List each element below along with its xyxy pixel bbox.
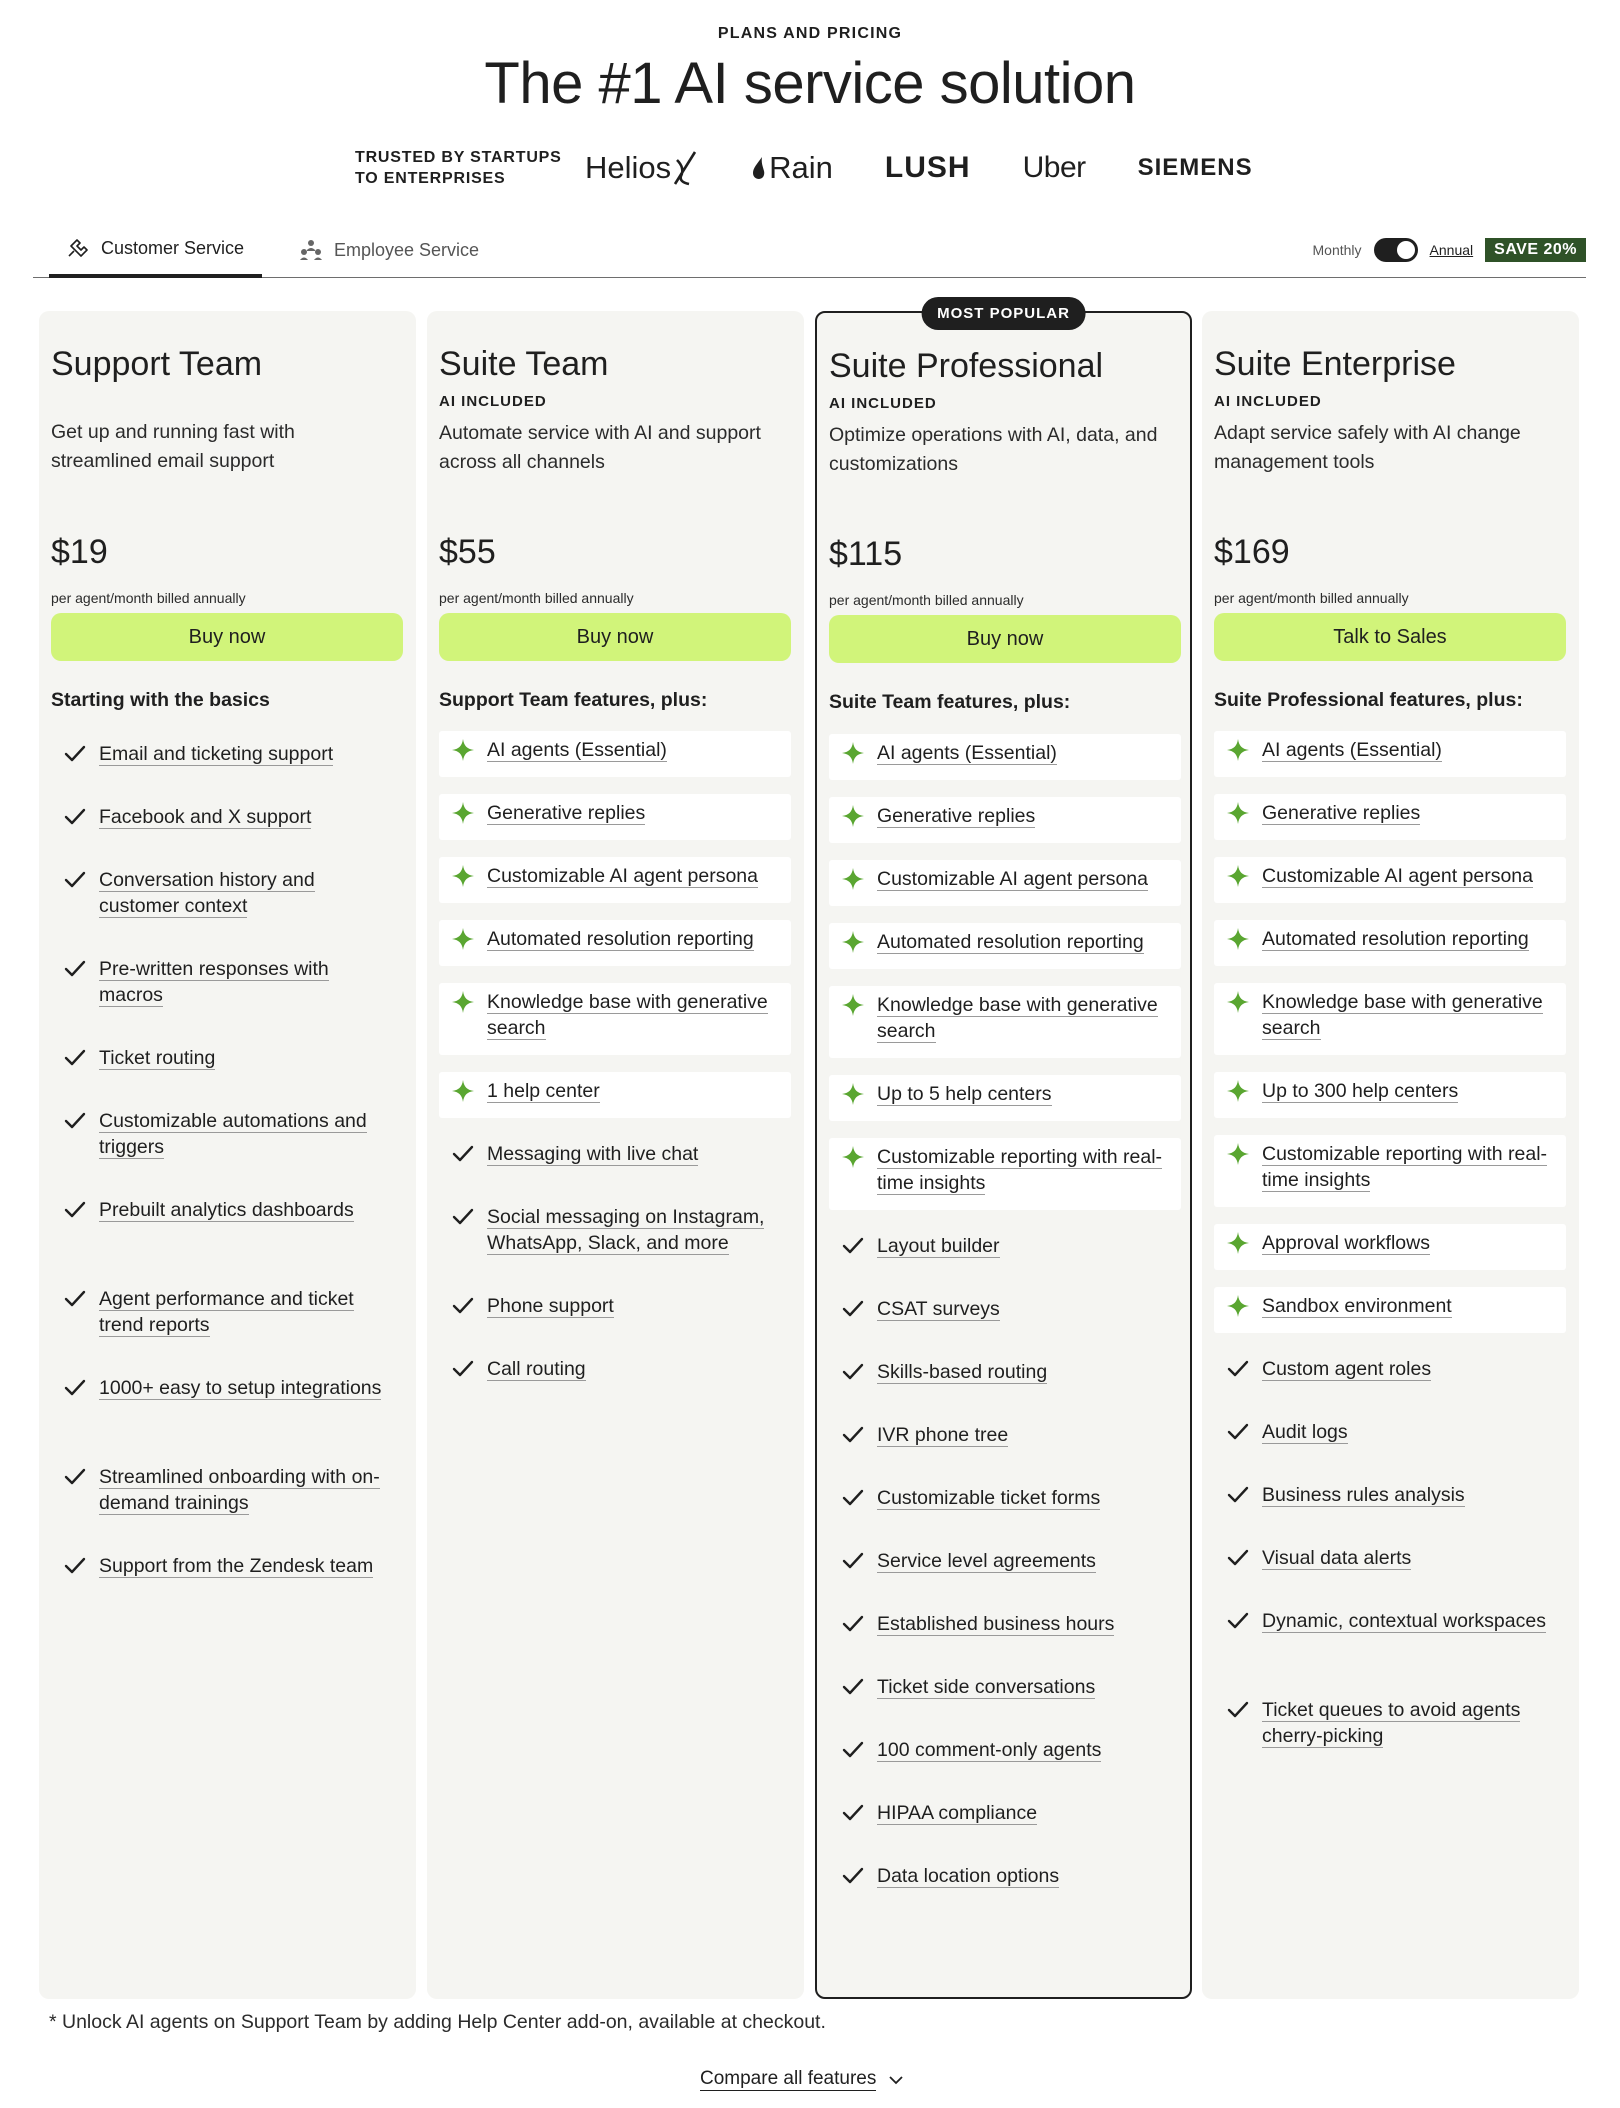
toggle-knob	[1397, 241, 1415, 259]
sparkle-icon	[1214, 926, 1262, 952]
feature-label[interactable]: Streamlined onboarding with on-demand trainings	[99, 1466, 380, 1514]
feature-label[interactable]: Facebook and X support	[99, 806, 312, 828]
sparkle-icon	[829, 866, 877, 892]
ai-feature-item	[1214, 920, 1566, 966]
feature-label[interactable]: Messaging with live chat	[487, 1143, 699, 1165]
feature-item	[439, 1287, 791, 1325]
feature-label[interactable]: Customizable AI agent persona	[1262, 865, 1534, 887]
feature-item	[1214, 1476, 1566, 1514]
plan-description: Optimize operations with AI, data, and customizations	[829, 424, 1158, 475]
check-icon	[51, 804, 99, 830]
feature-label[interactable]: Customizable ticket forms	[877, 1487, 1101, 1509]
feature-label[interactable]: AI agents (Essential)	[487, 739, 667, 761]
feature-label[interactable]: Prebuilt analytics dashboards	[99, 1199, 354, 1221]
ai-feature-item	[439, 983, 791, 1055]
sparkle-icon	[439, 737, 487, 763]
feature-label[interactable]: 100 comment-only agents	[877, 1739, 1102, 1761]
ai-feature-item	[829, 734, 1181, 780]
feature-label[interactable]: Call routing	[487, 1358, 586, 1380]
feature-item	[829, 1605, 1181, 1643]
plan-card	[815, 305, 1192, 1999]
sparkle-icon	[829, 803, 877, 829]
feature-label[interactable]: Phone support	[487, 1295, 614, 1317]
feature-item	[829, 1353, 1181, 1391]
feature-label[interactable]: Custom agent roles	[1262, 1358, 1432, 1380]
feature-item	[439, 1350, 791, 1388]
plan-price: $115	[829, 535, 903, 573]
feature-label[interactable]: Dynamic, contextual workspaces	[1262, 1610, 1546, 1632]
page-title: The #1 AI service solution	[484, 51, 1136, 116]
check-icon	[829, 1422, 877, 1448]
feature-label[interactable]: Visual data alerts	[1262, 1547, 1412, 1569]
feature-item	[51, 1547, 403, 1599]
ai-feature-item	[1214, 794, 1566, 840]
ai-feature-item	[439, 731, 791, 777]
feature-label[interactable]: 1 help center	[487, 1080, 600, 1102]
feature-label[interactable]: Data location options	[877, 1865, 1060, 1887]
feature-item	[1214, 1691, 1566, 1755]
billing-toggle[interactable]	[1374, 238, 1418, 262]
feature-item	[829, 1731, 1181, 1769]
customer-service-icon	[67, 236, 91, 260]
check-icon	[51, 1553, 99, 1579]
check-icon	[1214, 1419, 1262, 1445]
sparkle-icon	[439, 1078, 487, 1104]
feature-label[interactable]: Generative replies	[487, 802, 646, 824]
ai-feature-item	[439, 857, 791, 903]
ai-included-tag: AI INCLUDED	[439, 393, 547, 410]
tab-customer-service[interactable]: Customer Service	[49, 222, 262, 278]
plan-price: $169	[1214, 533, 1290, 571]
check-icon	[829, 1233, 877, 1259]
ai-feature-item	[1214, 983, 1566, 1055]
feature-label[interactable]: Approval workflows	[1262, 1232, 1430, 1254]
feature-label[interactable]: Conversation history and customer context	[99, 869, 315, 917]
sparkle-icon	[829, 929, 877, 955]
check-icon	[1214, 1356, 1262, 1382]
sparkle-icon	[1214, 863, 1262, 889]
monthly-label[interactable]: Monthly	[1312, 242, 1362, 258]
sparkle-icon	[439, 989, 487, 1015]
check-icon	[51, 1375, 99, 1401]
ai-feature-item	[829, 986, 1181, 1058]
sparkle-icon	[1214, 800, 1262, 826]
feature-label[interactable]: Pre-written responses with macros	[99, 958, 329, 1006]
feature-item	[51, 1191, 403, 1243]
check-icon	[51, 956, 99, 982]
feature-label[interactable]: HIPAA compliance	[877, 1802, 1038, 1824]
feature-label[interactable]: Automated resolution reporting	[877, 931, 1144, 953]
feature-label[interactable]: CSAT surveys	[877, 1298, 1000, 1320]
check-icon	[51, 741, 99, 767]
ai-feature-item	[1214, 731, 1566, 777]
feature-label[interactable]: AI agents (Essential)	[1262, 739, 1442, 761]
feature-label[interactable]: Knowledge base with generative search	[877, 994, 1158, 1042]
check-icon	[439, 1204, 487, 1230]
check-icon	[1214, 1482, 1262, 1508]
feature-item	[51, 950, 403, 1014]
plan-card	[39, 311, 416, 1999]
feature-item	[51, 735, 403, 773]
page-eyebrow: PLANS AND PRICING	[717, 25, 903, 42]
feature-item	[51, 1039, 403, 1077]
feature-label[interactable]: Knowledge base with generative search	[487, 991, 768, 1039]
feature-label[interactable]: Ticket queues to avoid agents cherry-picking	[1262, 1699, 1521, 1747]
feature-item	[829, 1668, 1181, 1706]
plan-name: Support Team	[51, 345, 263, 383]
feature-label[interactable]: Knowledge base with generative search	[1262, 991, 1543, 1039]
feature-item	[829, 1794, 1181, 1832]
check-icon	[829, 1674, 877, 1700]
check-icon	[439, 1141, 487, 1167]
feature-label[interactable]: Audit logs	[1262, 1421, 1348, 1443]
check-icon	[51, 867, 99, 893]
feature-item	[51, 798, 403, 836]
feature-item	[1214, 1413, 1566, 1451]
plan-description: Get up and running fast with streamlined email support	[51, 421, 295, 472]
check-icon	[51, 1464, 99, 1490]
check-icon	[51, 1045, 99, 1071]
feature-item	[829, 1290, 1181, 1328]
ai-feature-item	[829, 860, 1181, 906]
feature-label[interactable]: Skills-based routing	[877, 1361, 1048, 1383]
ai-feature-item	[1214, 857, 1566, 903]
sparkle-icon	[829, 740, 877, 766]
check-icon	[829, 1863, 877, 1889]
feature-label[interactable]: Business rules analysis	[1262, 1484, 1465, 1506]
feature-item	[51, 1102, 403, 1166]
sparkle-icon	[439, 926, 487, 952]
ai-feature-item	[439, 920, 791, 966]
feature-item	[829, 1542, 1181, 1580]
sparkle-icon	[829, 992, 877, 1018]
sparkle-icon	[439, 800, 487, 826]
billing-note: per agent/month billed annually	[1214, 590, 1409, 606]
check-icon	[829, 1548, 877, 1574]
plan-price: $19	[51, 533, 108, 571]
feature-item	[829, 1227, 1181, 1265]
feature-label[interactable]: Customizable reporting with real-time insights	[877, 1146, 1163, 1194]
check-icon	[1214, 1697, 1262, 1723]
feature-label[interactable]: AI agents (Essential)	[877, 742, 1057, 764]
tab-employee-service[interactable]: Employee Service	[298, 222, 479, 278]
sparkle-icon	[1214, 1230, 1262, 1256]
features-heading: Suite Professional features, plus:	[1214, 689, 1523, 711]
lush-logo: LUSH	[884, 151, 971, 184]
plan-card	[427, 311, 804, 1999]
billing-note: per agent/month billed annually	[439, 590, 634, 606]
sparkle-icon	[829, 1144, 877, 1170]
ai-feature-item	[1214, 1135, 1566, 1207]
plan-description: Automate service with AI and support across all channels	[439, 422, 761, 473]
ai-feature-item	[1214, 1072, 1566, 1118]
check-icon	[829, 1737, 877, 1763]
feature-label[interactable]: Social messaging on Instagram, WhatsApp, Slack, and more	[487, 1206, 765, 1254]
sparkle-icon	[1214, 737, 1262, 763]
plan-cta-button[interactable]: Buy now	[829, 615, 1181, 663]
footnote: * Unlock AI agents on Support Team by adding Help Center add-on, available at checkout.	[49, 2011, 826, 2033]
feature-label[interactable]: Support from the Zendesk team	[99, 1555, 374, 1577]
features-heading: Starting with the basics	[51, 689, 270, 711]
feature-label[interactable]: 1000+ easy to setup integrations	[99, 1377, 382, 1399]
plan-name: Suite Enterprise	[1214, 345, 1456, 383]
ai-feature-item	[1214, 1287, 1566, 1333]
check-icon	[829, 1359, 877, 1385]
plan-cta-button[interactable]: Buy now	[51, 613, 403, 661]
check-icon	[1214, 1545, 1262, 1571]
feature-item	[829, 1479, 1181, 1517]
check-icon	[829, 1611, 877, 1637]
check-icon	[829, 1485, 877, 1511]
feature-label[interactable]: Up to 5 help centers	[877, 1083, 1052, 1105]
feature-label[interactable]: Established business hours	[877, 1613, 1115, 1635]
sparkle-icon	[1214, 1141, 1262, 1167]
feature-label[interactable]: Ticket routing	[99, 1047, 216, 1069]
feature-item	[51, 1369, 403, 1421]
sparkle-icon	[1214, 1293, 1262, 1319]
sparkle-icon	[439, 863, 487, 889]
features-heading: Suite Team features, plus:	[829, 691, 1071, 713]
feature-label[interactable]: Generative replies	[877, 805, 1036, 827]
billing-note: per agent/month billed annually	[829, 592, 1024, 608]
feature-label[interactable]: Customizable AI agent persona	[877, 868, 1149, 890]
compare-features-link[interactable]: Compare all features	[700, 2068, 904, 2091]
plan-price: $55	[439, 533, 496, 571]
feature-item	[439, 1198, 791, 1262]
check-icon	[439, 1356, 487, 1382]
feature-item	[829, 1857, 1181, 1895]
sparkle-icon	[1214, 989, 1262, 1015]
feature-label[interactable]: Ticket side conversations	[877, 1676, 1096, 1698]
check-icon	[1214, 1608, 1262, 1634]
feature-label[interactable]: IVR phone tree	[877, 1424, 1009, 1446]
ai-feature-item	[829, 923, 1181, 969]
feature-label[interactable]: Customizable reporting with real-time insights	[1262, 1143, 1548, 1191]
uber-logo: Uber	[1022, 151, 1086, 184]
feature-item	[51, 1458, 403, 1522]
feature-label[interactable]: Customizable automations and triggers	[99, 1110, 367, 1158]
feature-item	[51, 861, 403, 925]
plan-name: Suite Professional	[829, 347, 1104, 385]
plan-card	[1202, 311, 1579, 1999]
sparkle-icon	[829, 1081, 877, 1107]
feature-label[interactable]: Automated resolution reporting	[487, 928, 754, 950]
feature-item	[1214, 1539, 1566, 1577]
annual-label[interactable]: Annual	[1429, 242, 1474, 258]
ai-included-tag: AI INCLUDED	[1214, 393, 1322, 410]
ai-included-tag: AI INCLUDED	[829, 395, 937, 412]
feature-label[interactable]: Automated resolution reporting	[1262, 928, 1529, 950]
check-icon	[51, 1108, 99, 1134]
check-icon	[51, 1197, 99, 1223]
ai-feature-item	[1214, 1224, 1566, 1270]
check-icon	[439, 1293, 487, 1319]
check-icon	[829, 1800, 877, 1826]
ai-feature-item	[829, 1075, 1181, 1121]
ai-feature-item	[829, 1138, 1181, 1210]
plan-name: Suite Team	[439, 345, 609, 383]
billing-toggle-group	[1313, 228, 1586, 272]
helios-logo: Helios	[585, 150, 699, 186]
feature-label[interactable]: Sandbox environment	[1262, 1295, 1452, 1317]
trusted-logos	[355, 138, 1255, 198]
feature-item	[439, 1135, 791, 1173]
siemens-logo: SIEMENS	[1137, 154, 1253, 181]
rain-logo: Rain	[751, 150, 833, 186]
feature-label[interactable]: Layout builder	[877, 1235, 1000, 1257]
billing-note: per agent/month billed annually	[51, 590, 246, 606]
ai-feature-item	[439, 794, 791, 840]
features-heading: Support Team features, plus:	[439, 689, 708, 711]
ai-feature-item	[439, 1072, 791, 1118]
feature-label[interactable]: Service level agreements	[877, 1550, 1096, 1572]
check-icon	[51, 1286, 99, 1312]
check-icon	[829, 1296, 877, 1322]
feature-item	[1214, 1350, 1566, 1388]
employee-service-icon	[298, 238, 324, 262]
ai-feature-item	[829, 797, 1181, 843]
sparkle-icon	[1214, 1078, 1262, 1104]
feature-item	[51, 1280, 403, 1344]
plan-cta-button[interactable]: Buy now	[439, 613, 791, 661]
feature-label[interactable]: Customizable AI agent persona	[487, 865, 759, 887]
feature-label[interactable]: Up to 300 help centers	[1262, 1080, 1459, 1102]
plan-description: Adapt service safely with AI change management tools	[1214, 422, 1521, 473]
most-popular-badge: MOST POPULAR	[921, 297, 1086, 330]
feature-label[interactable]: Agent performance and ticket trend reports	[99, 1288, 354, 1336]
feature-label[interactable]: Email and ticketing support	[99, 743, 334, 765]
save-badge: SAVE 20%	[1485, 238, 1586, 262]
plan-cta-button[interactable]: Talk to Sales	[1214, 613, 1566, 661]
feature-item	[829, 1416, 1181, 1454]
trusted-label: TRUSTED BY STARTUPS TO ENTERPRISES	[355, 149, 562, 187]
chevron-down-icon	[888, 2069, 904, 2091]
feature-item	[1214, 1602, 1566, 1654]
feature-label[interactable]: Generative replies	[1262, 802, 1421, 824]
